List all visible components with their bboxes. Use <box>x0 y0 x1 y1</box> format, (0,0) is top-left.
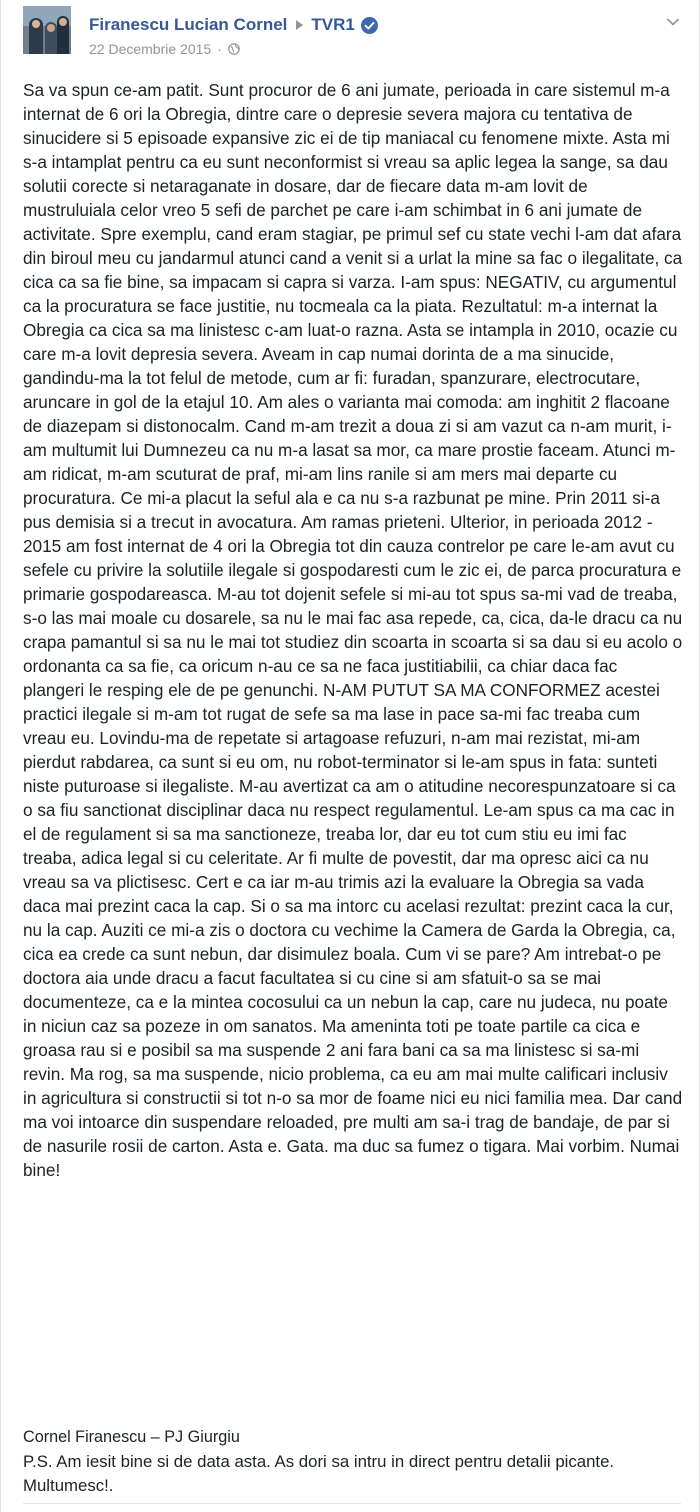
post-postscript: P.S. Am iesit bine si de data asta. As dori sa intru in direct pentru detalii picante. Multumesc!. <box>23 1452 615 1495</box>
verified-badge-icon <box>361 17 378 34</box>
post-text: Sa va spun ce-am patit. Sunt procuror de 6 ani jumate, perioada in care sistemul m-a internat de 6 ori la Obregia, dintre care o depresie severa majora cu tentativa de sinucidere si 5 episoade expansive zic ei de tip maniacal cu fenomene mixte. Asta mi s-a intamplat pentru ca eu sunt neconformist si vreau sa aplic legea la sange, sa dau solutii corecte si netaraganate in dosare, dar de fiecare data m-am lovit de mustruluiala celor vreo 5 sefi de parchet pe care i-am schimbat in 6 ani jumate de activitate. Spre exemplu, cand eram stagiar, pe primul sef cu state vechi l-am dat afara din biroul meu cu jandarmul atunci cand a venit si a urlat la mine sa fac o ilegalitate, ca cica ca sa fie bine, sa impacam si capra si varza. I-am spus: NEGATIV, cu argumentul ca la procuratura se face justitie, nu tocmeala ca la piata. Rezultatul: m-a internat la Obregia ca cica sa ma linistesc c-am luat-o razna. Asta se intampla in 2010, ocazie cu care m-a lovit depresia severa. Aveam in cap numai dorinta de a ma sinucide, gandindu-ma la tot felul de metode, cum ar fi: furadan, spanzurare, electrocutare, aruncare in gol de la etajul 10. Am ales o varianta mai comoda: am inghitit 2 flacoane de diazepam si distonocalm. Cand m-am trezit a doua zi si am vazut ca n-am murit, i-am multumit lui Dumnezeu ca nu m-a lasat sa mor, ca mare prostie faceam. Atunci m-am ridicat, m-am scuturat de praf, mi-am lins ranile si am mers mai departe cu procuratura. Ce mi-a placut la seful ala e ca nu s-a razbunat pe mine. Prin 2011 si-a pus demisia si a trecut in avocatura. Am ramas prieteni. Ulterior, in perioada 2012 - 2015 am fost internat de 4 ori la Obregia tot din cauza contrelor pe care le-am avut cu sefele cu privire la solutiile ilegale si gospodaresti cum le zic ei, de parca procuratura e primarie gospodareasca. M-au tot dojenit sefele si mi-au tot spus sa-mi vad de treaba, s-o las mai moale cu dosarele, sa nu le mai fac asa repede, ca, cica, da-le dracu ca nu crapa pamantul si sa nu le mai tot studiez din scoarta in scoarta si sa dau si eu acolo o ordonanta ca sa fie, ca oricum n-au ce sa ne faca justitiabilii, ca chiar daca fac plangeri le resping ele de pe genunchi. N-AM PUTUT SA MA CONFORMEZ acestei practici ilegale si m-am tot rugat de sefe sa ma lase in pace sa-mi fac treaba cum vreau eu. Lovindu-ma de repetate si artagoase refuzuri, n-am mai rezistat, mi-am pierdut rabdarea, ca sunt si eu om, nu robot-terminator si le-am spus in fata: sunteti niste puturoase si ilegaliste. M-au avertizat ca am o atitudine necorespunzatoare si ca o sa fiu sanctionat disciplinar daca nu respect regulamentul. Le-am spus ca ma cac in el de regulament si sa ma sanctioneze, treaba lor, dar eu tot cum stiu eu imi fac treaba, adica legal si cu celeritate. Ar fi multe de povestit, dar ma opresc aici ca nu vreau sa va plictisesc. Cert e ca iar m-au trimis azi la evaluare la Obregia sa vada daca mai prezint caca la cap. Si o sa ma intorc cu acelasi rezultat: prezint caca la cur, nu la cap. Auziti ce mi-a zis o doctora cu vechime la Camera de Garda la Obregia, ca, cica ea crede ca sunt nebun, dar disimulez boala. Cum vi se pare? Am intrebat-o pe doctora aia unde dracu a facut facultatea si cu cine si am sfatuit-o sa se mai documenteze, ca e la mintea cocosului ca un nebun la cap, care nu judeca, nu poate in niciun caz sa pozeze in om sanatos. Ma ameninta toti pe toate partile ca cica e groasa rau si e posibil sa ma suspende 2 ani fara bani ca sa ma linistesc si sa-mi revin. Ma rog, sa ma suspende, nicio problema, ca eu am mai multe calificari inclusiv in agricultura si constructii si tot n-o sa mor de foame nici eu nici familia mea. Dar cand ma voi intoarce din suspendare reloaded, pre multi am sa-i trag de bandaje, de par si de nasurile rosii de carton. Asta e. Gata. ma duc sa fumez o tigara. Mai vorbim. Numai bine! <box>23 80 683 1180</box>
footer-divider <box>23 1503 681 1504</box>
author-name-link[interactable]: Firanescu Lucian Cornel <box>89 15 288 34</box>
target-page-link[interactable]: TVR1 <box>311 15 355 34</box>
author-avatar[interactable] <box>23 6 71 54</box>
post-meta <box>89 40 240 58</box>
right-triangle-icon <box>296 20 303 30</box>
post-timestamp[interactable]: 22 Decembrie 2015 <box>89 41 212 57</box>
chevron-down-icon[interactable] <box>665 14 681 30</box>
post-header <box>23 6 683 62</box>
author-line <box>89 14 378 36</box>
post-signature: Cornel Firanescu – PJ Giurgiu <box>23 1428 240 1446</box>
globe-icon[interactable] <box>228 43 240 55</box>
post-body <box>23 78 683 1182</box>
meta-separator: · <box>217 41 222 57</box>
